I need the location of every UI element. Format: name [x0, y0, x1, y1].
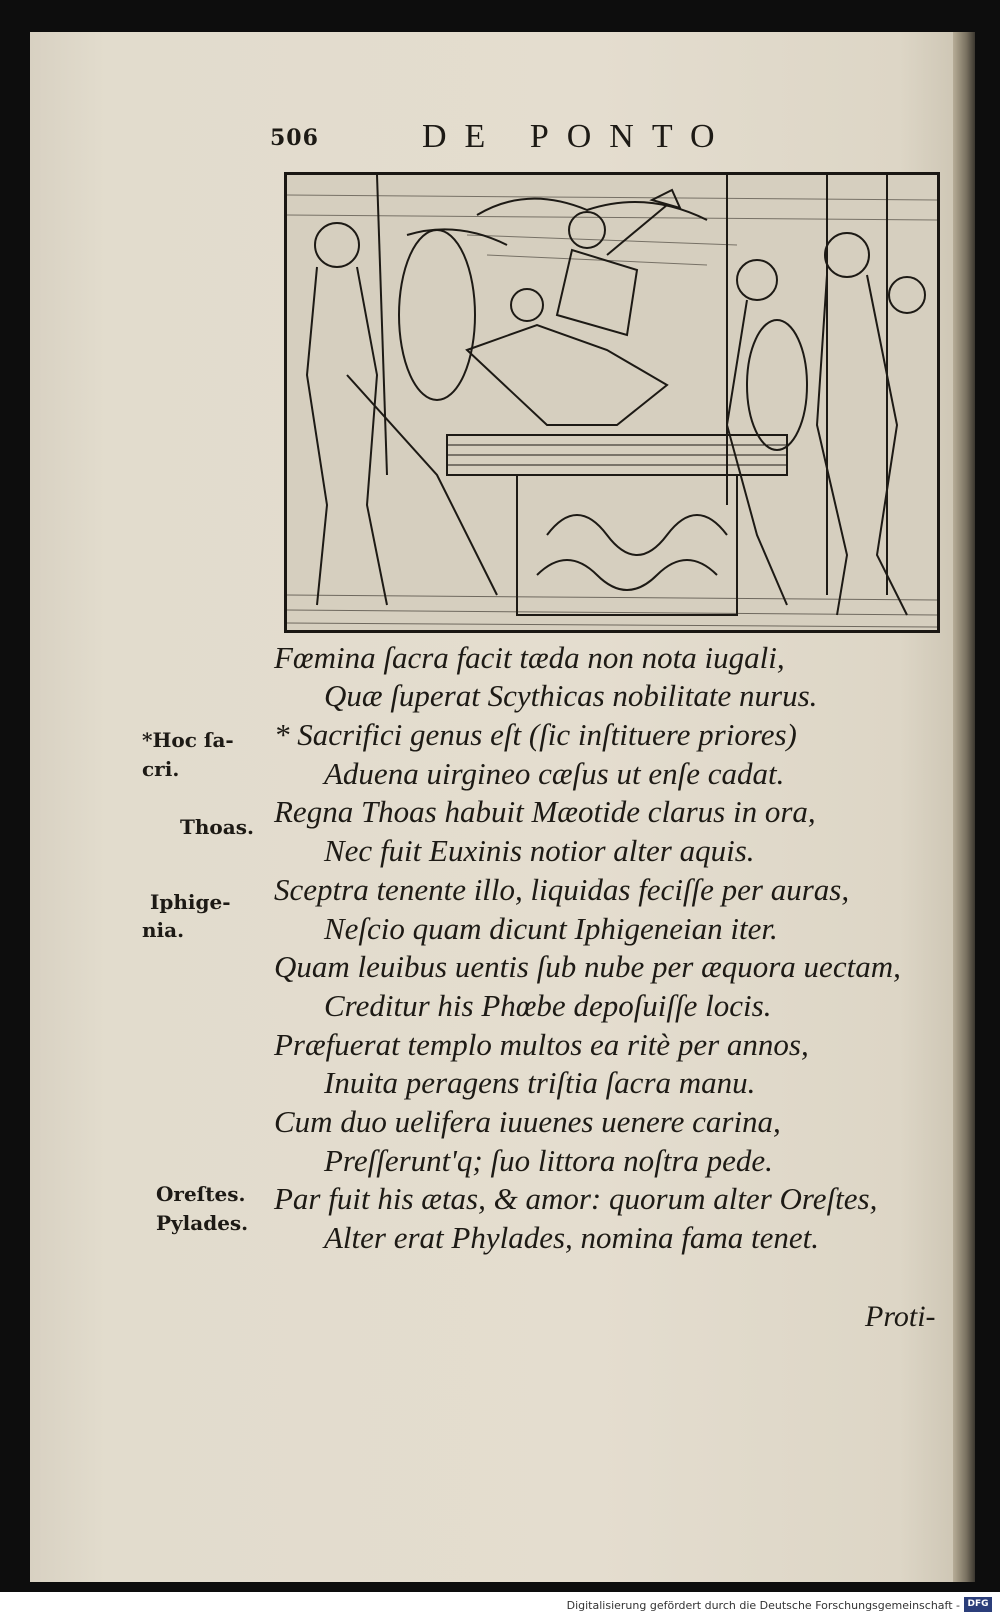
verse-line: Par fuit his ætas, & amor: quorum alter Oreſtes,	[274, 1181, 878, 1216]
verse-line: Neſcio quam dicunt Iphigeneian iter.	[324, 911, 778, 946]
woodcut-illustration-icon	[287, 175, 937, 630]
verse-line: Nec fuit Euxinis notior alter aquis.	[324, 833, 755, 868]
marginal-note: *Hoc ſa-	[142, 728, 234, 752]
verse-line: Creditur his Phœbe depoſuiſſe locis.	[324, 988, 772, 1023]
book-page	[30, 32, 975, 1582]
verse-line: Inuita peragens triſtia ſacra manu.	[324, 1065, 756, 1100]
verse-line: Aduena uirgineo cæſus ut enſe cadat.	[324, 756, 785, 791]
running-head: DE PONTO	[422, 118, 733, 155]
catchword: Proti-	[865, 1300, 936, 1333]
verse-line: Cum duo uelifera iuuenes uenere carina,	[274, 1104, 781, 1139]
dfg-logo: DFG	[964, 1597, 992, 1612]
marginal-note: cri.	[142, 757, 180, 781]
verse-line: * Sacrifici genus eſt (ſic inſtituere priores)	[274, 717, 797, 752]
verse-line: Sceptra tenente illo, liquidas feciſſe per auras,	[274, 872, 850, 907]
verse-line: Alter erat Phylades, nomina fama tenet.	[324, 1220, 820, 1255]
marginal-note: Iphige-	[150, 890, 231, 914]
verse-line: Regna Thoas habuit Mæotide clarus in ora,	[274, 794, 816, 829]
page-number: 506	[270, 125, 319, 151]
marginal-note: Thoas.	[180, 815, 254, 839]
verse-line: Quam leuibus uentis ſub nube per æquora uectam,	[274, 949, 901, 984]
page-gutter-edge	[953, 32, 975, 1582]
marginal-note: nia.	[142, 918, 185, 942]
woodcut-illustration	[284, 172, 940, 633]
marginal-note: Pylades.	[156, 1211, 249, 1235]
verse-line: Fœmina ſacra facit tæda non nota iugali,	[274, 640, 785, 675]
digitization-footer	[0, 1592, 1000, 1620]
funding-credit: Digitalisierung gefördert durch die Deutsche Forschungsgemeinschaft -	[566, 1599, 960, 1612]
verse-line: Preſſerunt'q; ſuo littora noſtra pede.	[324, 1143, 773, 1178]
verse-line: Quæ ſuperat Scythicas nobilitate nurus.	[324, 678, 818, 713]
verse-line: Præfuerat templo multos ea ritè per annos,	[274, 1027, 809, 1062]
marginal-note: Oreſtes.	[156, 1182, 246, 1206]
